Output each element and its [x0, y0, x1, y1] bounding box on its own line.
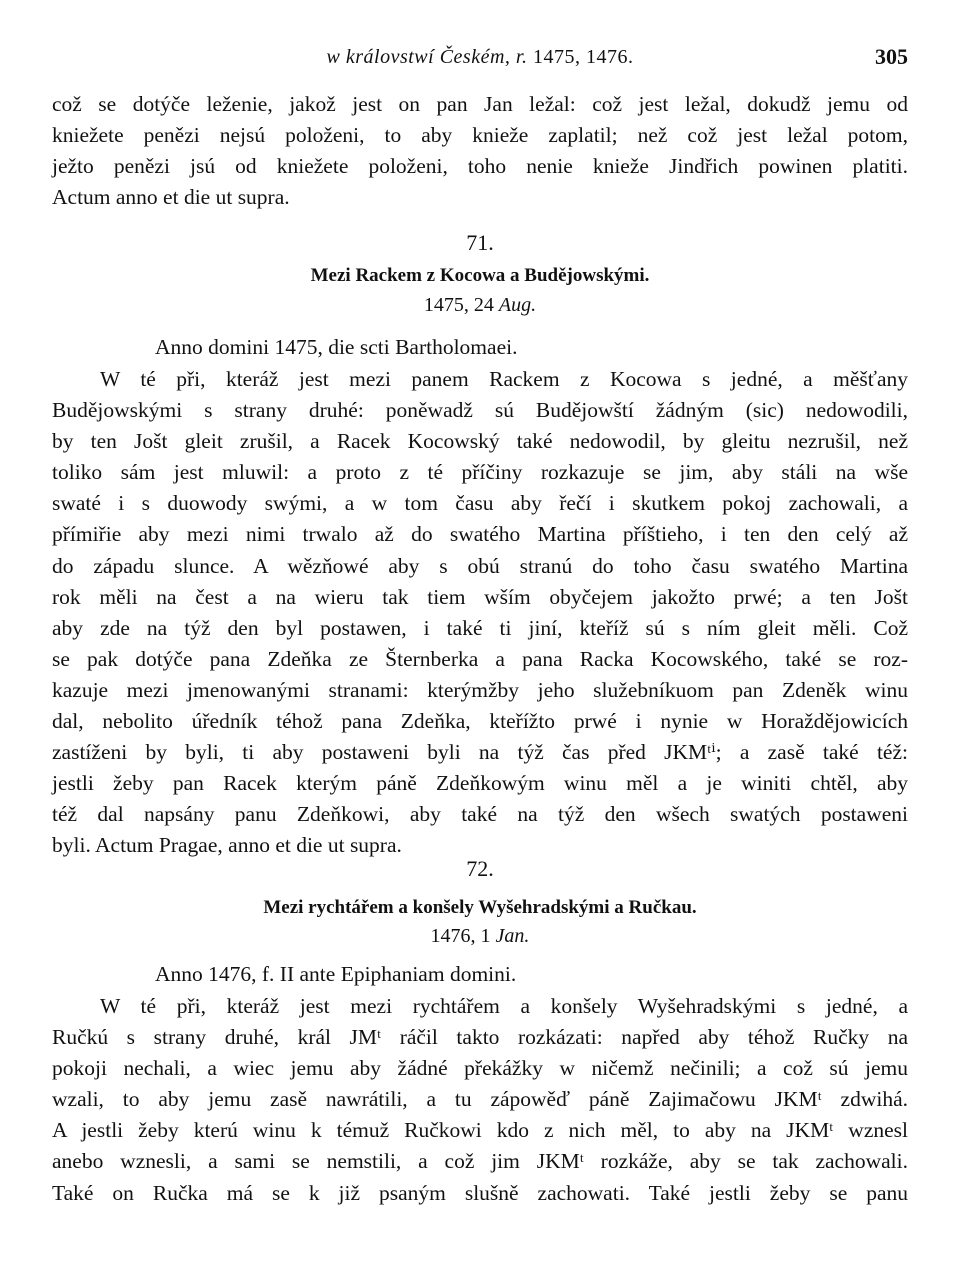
running-title-italic: w královstwí Českém, r. — [326, 46, 528, 68]
text-line: toliko sám jest mluwil: a proto z té příčiny rozkazuje se jim, aby stáli na wše — [52, 460, 908, 485]
running-title — [52, 46, 908, 69]
continuation-paragraph — [52, 89, 908, 213]
document-date-72 — [0, 925, 960, 948]
text-line: též dal napsány panu Zdeňkowi, aby také na týž den wšech swatých postaweni — [52, 802, 908, 827]
document-date-year: 1476, 1 — [430, 925, 496, 947]
document-body-71 — [52, 364, 908, 862]
text-line: rok měli na čest a na wieru tak tiem wším obyčejem jakožto prwé; a ten Jošt — [52, 584, 908, 609]
text-line: Také on Ručka má se k již psaným slušně zachowati. Také jestli žeby se panu — [52, 1180, 908, 1205]
text-line: pokoji nechali, a wiec jemu aby žádné překážky w ničemž nečinili; a což sú jemu — [52, 1056, 908, 1081]
text-line: W té při, kteráž jest mezi rychtářem a konšely Wyšehradskými s jedné, a — [100, 994, 908, 1018]
text-line: Ručkú s strany druhé, král JMᵗ ráčil takto rozkázati: napřed aby téhož Ručky na — [52, 1025, 908, 1050]
text-line: wzali, to aby jemu zasě nawrátili, a tu zápowěď páně Zajimačowu JKMᵗ zdwihá. — [52, 1087, 908, 1112]
document-date-month: Jan. — [495, 925, 530, 947]
text-line: A jestli žeby kterú winu k témuž Ručkowi kdo z nich měl, to aby na JKMᵗ wznesl — [52, 1118, 908, 1143]
text-line: W té při, kteráž jest mezi panem Rackem z Kocowa s jedné, a měšťany — [100, 367, 908, 391]
document-date-month: Aug. — [498, 294, 537, 316]
document-number-71: 71. — [466, 230, 494, 255]
incipit-71: Anno domini 1475, die scti Bartholomaei. — [155, 335, 518, 359]
text-line: by ten Jošt gleit zrušil, a Racek Kocowský také nedowodil, by gleitu nezrušil, než — [52, 429, 908, 454]
text-line: do západu slunce. A wězňowé aby s obú stranú do toho času swatého Martina — [52, 553, 908, 578]
text-line: swaté i s duowody swými, a w tom času aby řečí i skutkem pokoj zachowali, a — [52, 491, 908, 516]
text-line: se pak dotýče pana Zdeňka ze Šternberka a pana Racka Kocowského, také se roz- — [52, 646, 908, 671]
page-number: 305 — [875, 44, 908, 69]
text-line: aby zde na týž den byl postawen, i také ti jiní, kteříž sú s ním gleit měli. Což — [52, 615, 908, 640]
text-line: kazuje mezi jmenowanými stranami: kterýmžby jeho služebníkuom pan Zdeněk winu — [52, 677, 908, 702]
incipit-72: Anno 1476, f. II ante Epiphaniam domini. — [155, 962, 517, 986]
running-title-years: 1475, 1476. — [527, 46, 634, 68]
document-heading-72: Mezi rychtářem a konšely Wyšehradskými a Ručkau. — [263, 897, 697, 918]
document-number-72: 72. — [466, 856, 494, 881]
text-line: byli. Actum Pragae, anno et die ut supra. — [52, 833, 402, 858]
text-line: Actum anno et die ut supra. — [52, 185, 290, 210]
text-line: kniežete penězi nejsú položeni, to aby knieže zaplatil; než což jest ležal potom, — [52, 123, 908, 148]
document-body-72 — [52, 991, 908, 1209]
text-line: dal, nebolito úředník téhož pana Zdeňka, kteřížto prwé i nynie w Horaždějowicích — [52, 709, 908, 734]
text-line: anebo wznesli, a sami se nemstili, a což jim JKMᵗ rozkáže, aby se tak zachowali. — [52, 1149, 908, 1174]
document-date-year: 1475, 24 — [423, 294, 499, 316]
document-heading-71: Mezi Rackem z Kocowa a Budějowskými. — [310, 265, 650, 286]
text-line: zastíženi by byli, ti aby postaweni byli na týž čas před JKMᵗⁱ; a zasě také též: — [52, 740, 908, 765]
text-line: jestli žeby pan Racek kterým páně Zdeňkowým winu měl a je winiti chtěl, aby — [52, 771, 908, 796]
text-line: přímiřie aby mezi nimi trwalo až do swatého Martina příštieho, i ten den celý až — [52, 522, 908, 547]
page-header — [52, 46, 908, 76]
text-line: ježto penězi jsú od kniežete položeni, toho nenie knieže Jindřich powinen platiti. — [52, 154, 908, 179]
text-line: Budějowskými s strany druhé: poněwadž sú Budějowští žádným (sic) nedowodili, — [52, 398, 908, 423]
document-date-71 — [0, 294, 960, 317]
text-line: což se dotýče leženie, jakož jest on pan Jan ležal: což jest ležal, dokudž jemu od — [52, 92, 908, 116]
